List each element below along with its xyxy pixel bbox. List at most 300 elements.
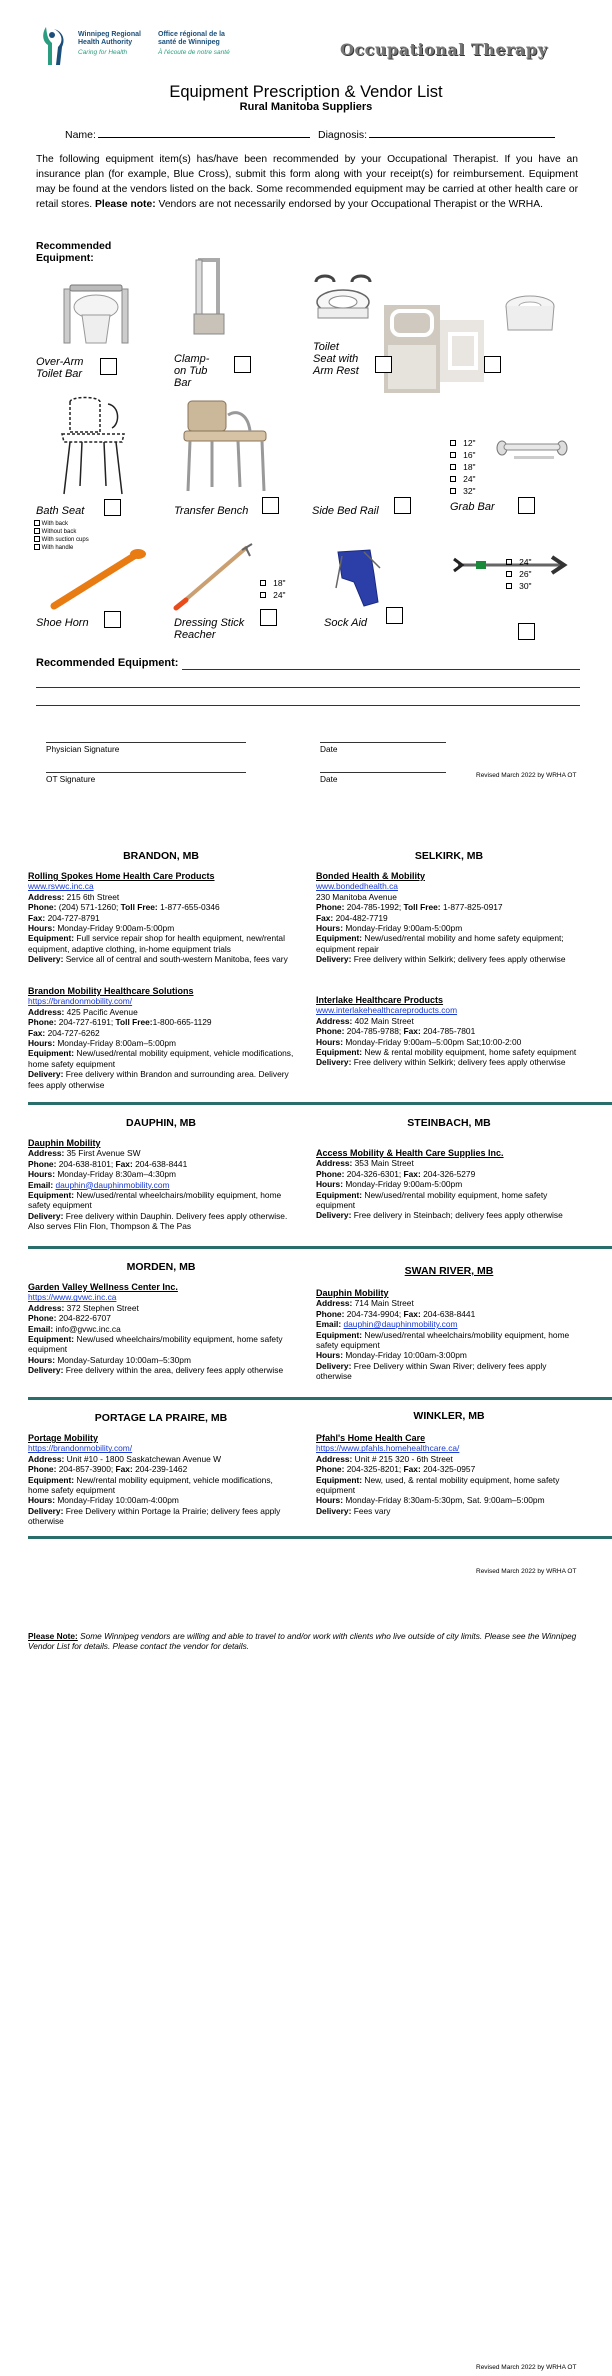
vendor-equipment <box>28 933 296 954</box>
email-link[interactable]: dauphin@dauphinmobility.com <box>55 1179 170 1190</box>
address-value: Unit #10 - 1800 Saskatchewan Avenue W <box>66 1453 222 1464</box>
dressing-size-24: 24" <box>273 590 286 600</box>
equipment-label: Equipment: <box>28 933 75 944</box>
address-value: 35 First Avenue SW <box>66 1148 141 1159</box>
vendor-delivery <box>28 954 296 964</box>
ot-signature-label: OT Signature <box>46 774 96 784</box>
fax-value: 204-727-8791 <box>47 912 100 923</box>
grab-rail-photo <box>440 320 484 382</box>
vendor-name[interactable]: Rolling Spokes Home Health Care Products <box>28 871 215 881</box>
vendor-hours <box>316 1495 584 1505</box>
address-label: Address: <box>316 1298 353 1309</box>
over-arm-toilet-bar-checkbox[interactable] <box>100 358 117 375</box>
raised-toilet-seat-checkbox[interactable] <box>484 356 501 373</box>
vendor-bonded-health <box>316 871 584 965</box>
hours-label: Hours: <box>316 1350 343 1361</box>
vendor-pfahls <box>316 1433 584 1516</box>
address-label: Address: <box>28 1302 65 1313</box>
phone-label: Phone: <box>28 1158 57 1169</box>
address-value: 353 Main Street <box>354 1158 414 1169</box>
delivery-label: Delivery: <box>316 1360 352 1371</box>
clamp-line3: Bar <box>174 377 192 389</box>
dressing-size-checkbox[interactable] <box>260 580 266 586</box>
vendor-portage-mobility <box>28 1433 296 1527</box>
vendor-hours <box>28 1495 296 1505</box>
vendor-name[interactable]: Dauphin Mobility <box>28 1138 101 1148</box>
recommended-line[interactable] <box>36 687 580 688</box>
vendor-delivery <box>28 1506 296 1527</box>
town-dauphin: DAUPHIN, MB <box>126 1117 196 1129</box>
raised-toilet-seat-image <box>504 290 556 336</box>
physician-date-line[interactable] <box>320 742 446 743</box>
physician-date-label: Date <box>320 744 338 754</box>
email-value[interactable]: info@gvwc.inc.ca <box>55 1323 121 1334</box>
vendor-link[interactable]: https://www.gvwc.inc.ca <box>28 1292 117 1303</box>
reacher-size-option[interactable] <box>506 568 532 580</box>
fax-value: 204-638-8441 <box>423 1308 476 1319</box>
physician-signature-line[interactable] <box>46 742 246 743</box>
reacher-checkbox[interactable] <box>518 623 535 640</box>
dressing-line2: Reacher <box>174 629 216 641</box>
vendor-link[interactable]: www.rsvwc.inc.ca <box>28 881 94 892</box>
hours-label: Hours: <box>28 1169 55 1180</box>
vendor-link[interactable]: www.bondedhealth.ca <box>316 881 398 892</box>
address-value: 215 6th Street <box>66 891 120 902</box>
ot-signature-line[interactable] <box>46 772 246 773</box>
over-arm-toilet-bar-label <box>36 356 83 380</box>
equipment-label: Equipment: <box>28 1048 75 1059</box>
equipment-label: Equipment: <box>28 1190 75 1201</box>
grab-size-18: 18" <box>463 462 476 472</box>
toilet-seat-armrest-checkbox[interactable] <box>375 356 392 373</box>
phone-value: 204-785-1992; <box>346 902 402 913</box>
address-label: Address: <box>28 891 65 902</box>
side-rail-photo <box>384 305 440 393</box>
dressing-stick-sizes <box>260 577 286 601</box>
hours-value: Monday-Friday 10:00am-3:00pm <box>345 1350 467 1361</box>
vendor-name[interactable]: Access Mobility & Health Care Supplies Inc. <box>316 1148 504 1158</box>
fax-label: Fax: <box>115 1158 133 1169</box>
grab-size-option[interactable] <box>450 461 476 473</box>
grab-bar-image <box>496 438 568 464</box>
vendor-phone <box>316 1464 584 1474</box>
revised-note-page1: Revised March 2022 by WRHA OT <box>476 772 577 779</box>
vendor-link[interactable]: https://brandonmobility.com/ <box>28 996 133 1007</box>
equipment-value: New/used wheelchairs/mobility equipment, home safety equipment <box>28 1334 283 1355</box>
revised-note-page3: Revised March 2022 by WRHA OT <box>476 2364 577 2371</box>
vendor-address <box>28 1303 296 1313</box>
dressing-size-option[interactable] <box>260 577 286 589</box>
phone-label: Phone: <box>28 1313 57 1324</box>
section-divider <box>28 1397 612 1400</box>
equipment-label: Equipment: <box>316 933 363 944</box>
address-value: 425 Pacific Avenue <box>66 1006 138 1017</box>
hours-value: Monday-Friday 9:00am–5:00pm Sat;10:00-2:00 <box>345 1036 522 1047</box>
logo-fr-tag: À l'écoute de notre santé <box>158 49 230 56</box>
vendor-address <box>316 1298 584 1308</box>
bath-seat-option[interactable] <box>34 536 89 544</box>
vendor-fax <box>28 1028 296 1038</box>
footer-note-text: Some Winnipeg vendors are willing and able to travel to and/or work with clients who live outside of city limits. Please see the Winnipeg Vendor List for details. Please contact the vendor for details. <box>28 1631 577 1651</box>
vendor-equipment <box>316 1190 584 1211</box>
vendor-phone <box>316 902 584 912</box>
vendor-link[interactable]: https://brandonmobility.com/ <box>28 1443 133 1454</box>
footer-note-label: Please Note: <box>28 1631 78 1641</box>
grab-size-checkbox[interactable] <box>450 476 456 482</box>
delivery-label: Delivery: <box>316 954 352 965</box>
fax-label: Fax: <box>403 1026 421 1037</box>
vendor-link[interactable]: https://www.pfahls.homehealthcare.ca/ <box>316 1443 460 1454</box>
vendor-fax <box>316 913 584 923</box>
fax-label: Fax: <box>316 912 334 923</box>
vendor-phone <box>28 902 296 912</box>
toilet-seat-armrest-image <box>310 272 376 334</box>
name-field[interactable] <box>65 129 310 141</box>
town-steinbach: STEINBACH, MB <box>407 1117 491 1129</box>
vendor-dauphin-mobility-swan <box>316 1288 584 1382</box>
hours-label: Hours: <box>316 923 343 934</box>
grab-bar-checkbox[interactable] <box>518 497 535 514</box>
delivery-value: Free delivery within the area, delivery fees apply otherwise <box>65 1365 284 1376</box>
page-subtitle: Rural Manitoba Suppliers <box>239 101 373 113</box>
vendor-name[interactable]: Bonded Health & Mobility <box>316 871 425 881</box>
wrha-logo <box>40 25 255 70</box>
diagnosis-field[interactable] <box>318 129 555 141</box>
vendor-equipment <box>28 1048 296 1069</box>
clamp-line1: Clamp- <box>174 353 210 365</box>
sock-aid-image <box>334 548 382 608</box>
grab-size-checkbox[interactable] <box>450 464 456 470</box>
delivery-label: Delivery: <box>28 1365 64 1376</box>
hours-value: Monday-Friday 8:00am–5:00pm <box>57 1038 177 1049</box>
vendor-hours <box>316 923 584 933</box>
hours-value: Monday-Saturday 10:00am–5:30pm <box>57 1354 191 1365</box>
vendor-name[interactable]: Brandon Mobility Healthcare Solutions <box>28 986 194 996</box>
shoe-horn-label: Shoe Horn <box>36 617 89 629</box>
reacher-size-checkbox[interactable] <box>506 559 512 565</box>
vendor-equipment <box>316 1475 584 1496</box>
delivery-label: Delivery: <box>28 954 64 965</box>
vendor-dauphin-mobility <box>28 1138 296 1232</box>
bath-option-without-back: Without back <box>41 529 77 535</box>
clamp-on-tub-bar-image <box>190 256 230 338</box>
fax-value: 204-482-7719 <box>335 912 388 923</box>
bath-seat-option[interactable] <box>34 528 89 536</box>
phone-label: Phone: <box>316 902 345 913</box>
hours-value: Monday-Friday 9:00am-5:00pm <box>345 923 463 934</box>
logo-en-tag: Caring for Health <box>78 49 128 56</box>
grab-size-option[interactable] <box>450 437 476 449</box>
dressing-line1: Dressing Stick <box>174 617 245 629</box>
grab-bar-label: Grab Bar <box>450 501 495 513</box>
equipment-value: New/used/rental mobility and home safety equipment; equipment repair <box>316 933 564 954</box>
side-bed-rail-checkbox[interactable] <box>394 497 411 514</box>
vendor-name[interactable]: Dauphin Mobility <box>316 1288 389 1298</box>
fax-value: 204-326-5279 <box>423 1168 476 1179</box>
bath-option-checkbox[interactable] <box>34 544 40 550</box>
dressing-stick-checkbox[interactable] <box>260 609 277 626</box>
phone-label: Phone: <box>28 1464 57 1475</box>
bath-seat-option[interactable] <box>34 520 89 528</box>
phone-label: Phone: <box>316 1464 345 1475</box>
delivery-label: Delivery: <box>316 1057 352 1068</box>
bath-option-handle: With handle <box>41 545 74 551</box>
phone-value: 204-785-9788; <box>346 1026 402 1037</box>
grab-size-option[interactable] <box>450 473 476 485</box>
vendor-link[interactable]: www.interlakehealthcareproducts.com <box>316 1005 458 1016</box>
address-label: Address: <box>28 1148 65 1159</box>
fax-value: 204-727-6262 <box>47 1027 100 1038</box>
delivery-value: Free Delivery within Portage la Prairie; delivery fees apply otherwise <box>28 1505 281 1527</box>
delivery-value: Free delivery within Dauphin. Delivery fees apply otherwise. Also serves Flin Flon, Thompson & The Pas <box>28 1210 288 1232</box>
rec-head-line2: Equipment: <box>36 252 94 264</box>
clamp-on-tub-bar-label <box>174 353 209 389</box>
address-label: Address: <box>28 1006 65 1017</box>
address-label: Address: <box>316 1015 353 1026</box>
toilet-line2: Seat with <box>313 353 359 365</box>
reacher-size-option[interactable] <box>506 556 532 568</box>
equipment-label: Equipment: <box>316 1474 363 1485</box>
phone-value: 204-325-8201; <box>346 1464 402 1475</box>
bath-seat-checkbox[interactable] <box>104 499 121 516</box>
equipment-value: New & rental mobility equipment, home safety equipment <box>364 1047 577 1058</box>
phone-value: 204-638-8101; <box>58 1158 114 1169</box>
vendor-delivery <box>316 954 584 964</box>
vendor-phone <box>28 1464 296 1474</box>
vendor-address <box>316 1158 584 1168</box>
delivery-label: Delivery: <box>28 1505 64 1516</box>
fax-value: 204-325-0957 <box>423 1464 476 1475</box>
delivery-label: Delivery: <box>28 1069 64 1080</box>
over-arm-line2: Toilet Bar <box>36 368 83 380</box>
bath-option-checkbox[interactable] <box>34 528 40 534</box>
email-link[interactable]: dauphin@dauphinmobility.com <box>343 1319 458 1330</box>
transfer-bench-checkbox[interactable] <box>262 497 279 514</box>
town-brandon: BRANDON, MB <box>123 850 199 862</box>
address-label: Address: <box>316 1453 353 1464</box>
footer-note <box>28 1631 588 1651</box>
vendor-fax <box>28 913 296 923</box>
bath-seat-label: Bath Seat <box>36 505 85 517</box>
recommended-line[interactable] <box>182 669 580 670</box>
recommended-equipment-label: Recommended Equipment: <box>36 657 179 669</box>
bath-option-checkbox[interactable] <box>34 520 40 526</box>
grab-size-option[interactable] <box>450 485 476 497</box>
fax-label: Fax: <box>28 1027 46 1038</box>
vendor-rolling-spokes <box>28 871 296 965</box>
vendor-delivery <box>316 1057 584 1067</box>
address-value: 230 Manitoba Avenue <box>316 891 397 902</box>
transfer-bench-label: Transfer Bench <box>174 505 249 517</box>
rec-head-line1: Recommended <box>36 240 112 252</box>
shoe-horn-checkbox[interactable] <box>104 611 121 628</box>
hours-value: Monday-Friday 9:00am-5:00pm <box>345 1179 463 1190</box>
hours-label: Hours: <box>28 923 55 934</box>
delivery-label: Delivery: <box>316 1210 352 1221</box>
equipment-label: Equipment: <box>28 1334 75 1345</box>
equipment-label: Equipment: <box>316 1047 363 1058</box>
name-label: Name: <box>65 129 96 141</box>
address-label: Address: <box>28 1453 65 1464</box>
delivery-value: Fees vary <box>353 1505 391 1516</box>
vendor-name[interactable]: Pfahl's Home Health Care <box>316 1433 426 1443</box>
vendor-equipment <box>28 1334 296 1355</box>
toilet-seat-armrest-label <box>313 341 359 377</box>
vendor-address <box>28 1454 296 1464</box>
grab-size-checkbox[interactable] <box>450 440 456 446</box>
hours-value: Monday-Friday 8:30am–4:30pm <box>57 1169 177 1180</box>
shoe-horn-image <box>50 548 148 610</box>
reacher-size-30: 30" <box>519 581 532 591</box>
clamp-on-tub-bar-checkbox[interactable] <box>234 356 251 373</box>
hours-label: Hours: <box>316 1179 343 1190</box>
vendor-delivery <box>28 1069 296 1090</box>
hours-label: Hours: <box>28 1354 55 1365</box>
fax-label: Fax: <box>403 1308 421 1319</box>
tollfree-label: Toll Free: <box>115 1017 153 1028</box>
equipment-value: Full service repair shop for health equipment, new/rental equipment, adaptive clothing, in-home equipment trials <box>28 933 285 954</box>
toilet-line3: Arm Rest <box>313 365 359 377</box>
hours-label: Hours: <box>28 1038 55 1049</box>
vendor-hours <box>316 1350 584 1360</box>
reacher-size-checkbox[interactable] <box>506 571 512 577</box>
fax-value: 204-638-8441 <box>135 1158 188 1169</box>
delivery-value: Free delivery within Selkirk; delivery fees apply otherwise <box>353 954 566 965</box>
revised-note-page2: Revised March 2022 by WRHA OT <box>476 1568 577 1575</box>
name-input-line[interactable] <box>98 137 310 138</box>
dressing-stick-image <box>172 540 256 612</box>
vendor-access-mobility <box>316 1148 584 1221</box>
over-arm-toilet-bar-image <box>62 277 130 349</box>
vendor-equipment <box>316 933 584 954</box>
equipment-value: New/used/rental mobility equipment, vehicle modifications, home safety equipment <box>28 1048 294 1069</box>
bath-option-checkbox[interactable] <box>34 536 40 542</box>
hours-label: Hours: <box>316 1036 343 1047</box>
sock-aid-checkbox[interactable] <box>386 607 403 624</box>
recommended-line[interactable] <box>36 705 580 706</box>
town-selkirk: SELKIRK, MB <box>414 850 484 862</box>
logo-fr-line1: Office régional de la <box>158 31 225 38</box>
dressing-size-checkbox[interactable] <box>260 592 266 598</box>
email-label: Email: <box>28 1323 54 1334</box>
vendor-delivery <box>28 1365 296 1375</box>
vendor-delivery <box>316 1506 584 1516</box>
vendor-brandon-mobility <box>28 986 296 1090</box>
town-winkler: WINKLER, MB <box>413 1410 485 1422</box>
equipment-label: Equipment: <box>316 1189 363 1200</box>
phone-label: Phone: <box>316 1308 345 1319</box>
vendor-phone <box>28 1313 296 1323</box>
logo-fr-line2: santé de Winnipeg <box>158 39 220 46</box>
intro-note-label: Please note: <box>94 199 156 210</box>
town-swan-river: SWAN RIVER, MB <box>404 1265 494 1277</box>
vendor-name[interactable]: Garden Valley Wellness Center Inc. <box>28 1282 178 1292</box>
phone-value: 204-734-9904; <box>346 1308 402 1319</box>
equipment-value: New/used/rental wheelchairs/mobility equipment, home safety equipment <box>28 1190 282 1211</box>
email-label: Email: <box>316 1319 342 1330</box>
hours-value: Monday-Friday 10:00am-4:00pm <box>57 1495 179 1506</box>
delivery-value: Free delivery in Steinbach; delivery fees apply otherwise <box>353 1210 563 1221</box>
phone-label: Phone: <box>28 1017 57 1028</box>
equipment-value: New, used, & rental mobility equipment, home safety equipment <box>316 1474 560 1496</box>
hours-label: Hours: <box>316 1495 343 1506</box>
dressing-size-option[interactable] <box>260 589 286 601</box>
tollfree-label: Toll Free: <box>403 902 441 913</box>
vendor-address <box>316 1454 584 1464</box>
vendor-name[interactable]: Interlake Healthcare Products <box>316 995 444 1005</box>
grab-size-checkbox[interactable] <box>450 488 456 494</box>
grab-size-checkbox[interactable] <box>450 452 456 458</box>
dressing-size-18: 18" <box>273 578 286 588</box>
intro-text-2: Vendors are not necessarily endorsed by your Occupational Therapist or the WRHA. <box>158 199 543 210</box>
toilet-line1: Toilet <box>313 341 339 353</box>
vendor-phone <box>316 1169 584 1179</box>
sock-aid-label: Sock Aid <box>324 617 368 629</box>
address-value: 372 Stephen Street <box>66 1302 139 1313</box>
physician-signature-label: Physician Signature <box>46 744 120 754</box>
section-divider <box>28 1102 612 1105</box>
recommended-equipment-heading <box>36 240 111 264</box>
email-label: Email: <box>28 1179 54 1190</box>
vendor-address <box>316 1016 584 1026</box>
equipment-value: New/used/rental mobility equipment, home safety equipment <box>316 1189 548 1211</box>
vendor-delivery <box>316 1361 584 1382</box>
bath-option-with-back: With back <box>41 521 69 527</box>
address-value: 402 Main Street <box>354 1015 414 1026</box>
vendor-phone <box>28 1159 296 1169</box>
tollfree-value: 1-877-825-0917 <box>442 902 503 913</box>
vendor-phone <box>28 1017 296 1027</box>
phone-value: 204-727-6191; <box>58 1017 114 1028</box>
hours-value: Monday-Friday 9:00am-5:00pm <box>57 923 175 934</box>
tollfree-value: 1-800-665-1129 <box>152 1017 212 1028</box>
reacher-size-checkbox[interactable] <box>506 583 512 589</box>
diagnosis-input-line[interactable] <box>369 137 555 138</box>
vendor-delivery <box>316 1210 584 1220</box>
equipment-value: New/used/rental wheelchairs/mobility equipment, home safety equipment <box>316 1329 570 1351</box>
fax-label: Fax: <box>28 912 46 923</box>
equipment-label: Equipment: <box>316 1329 363 1340</box>
phone-value: (204) 571-1260; <box>58 902 119 913</box>
vendor-equipment <box>28 1475 296 1496</box>
phone-value: 204-857-3900; <box>58 1464 114 1475</box>
grab-size-24: 24" <box>463 474 476 484</box>
equipment-label: Equipment: <box>28 1474 75 1485</box>
delivery-value: Free Delivery within Swan River; delivery fees apply otherwise <box>316 1360 547 1382</box>
section-divider <box>28 1536 612 1539</box>
logo-en-line2: Health Authority <box>78 39 133 46</box>
vendor-email <box>28 1180 296 1190</box>
reacher-size-24: 24" <box>519 557 532 567</box>
grab-size-option[interactable] <box>450 449 476 461</box>
reacher-size-26: 26" <box>519 569 532 579</box>
phone-value: 204-326-6301; <box>346 1168 402 1179</box>
transfer-bench-image <box>182 395 268 495</box>
vendor-equipment <box>28 1190 296 1211</box>
hours-value: Monday-Friday 8:30am-5:30pm, Sat. 9:00am–5:00pm <box>345 1495 545 1506</box>
vendor-delivery <box>28 1211 296 1232</box>
delivery-value: Service all of central and south-western Manitoba, fees vary <box>65 954 288 965</box>
vendor-equipment <box>316 1330 584 1351</box>
vendor-hours <box>28 1355 296 1365</box>
vendor-garden-valley <box>28 1282 296 1376</box>
vendor-hours <box>28 1169 296 1179</box>
vendor-name[interactable]: Portage Mobility <box>28 1433 99 1443</box>
ot-date-line[interactable] <box>320 772 446 773</box>
reacher-size-option[interactable] <box>506 580 532 592</box>
delivery-value: Free delivery within Selkirk; delivery fees apply otherwise <box>353 1057 566 1068</box>
tollfree-label: Toll Free: <box>120 902 158 913</box>
